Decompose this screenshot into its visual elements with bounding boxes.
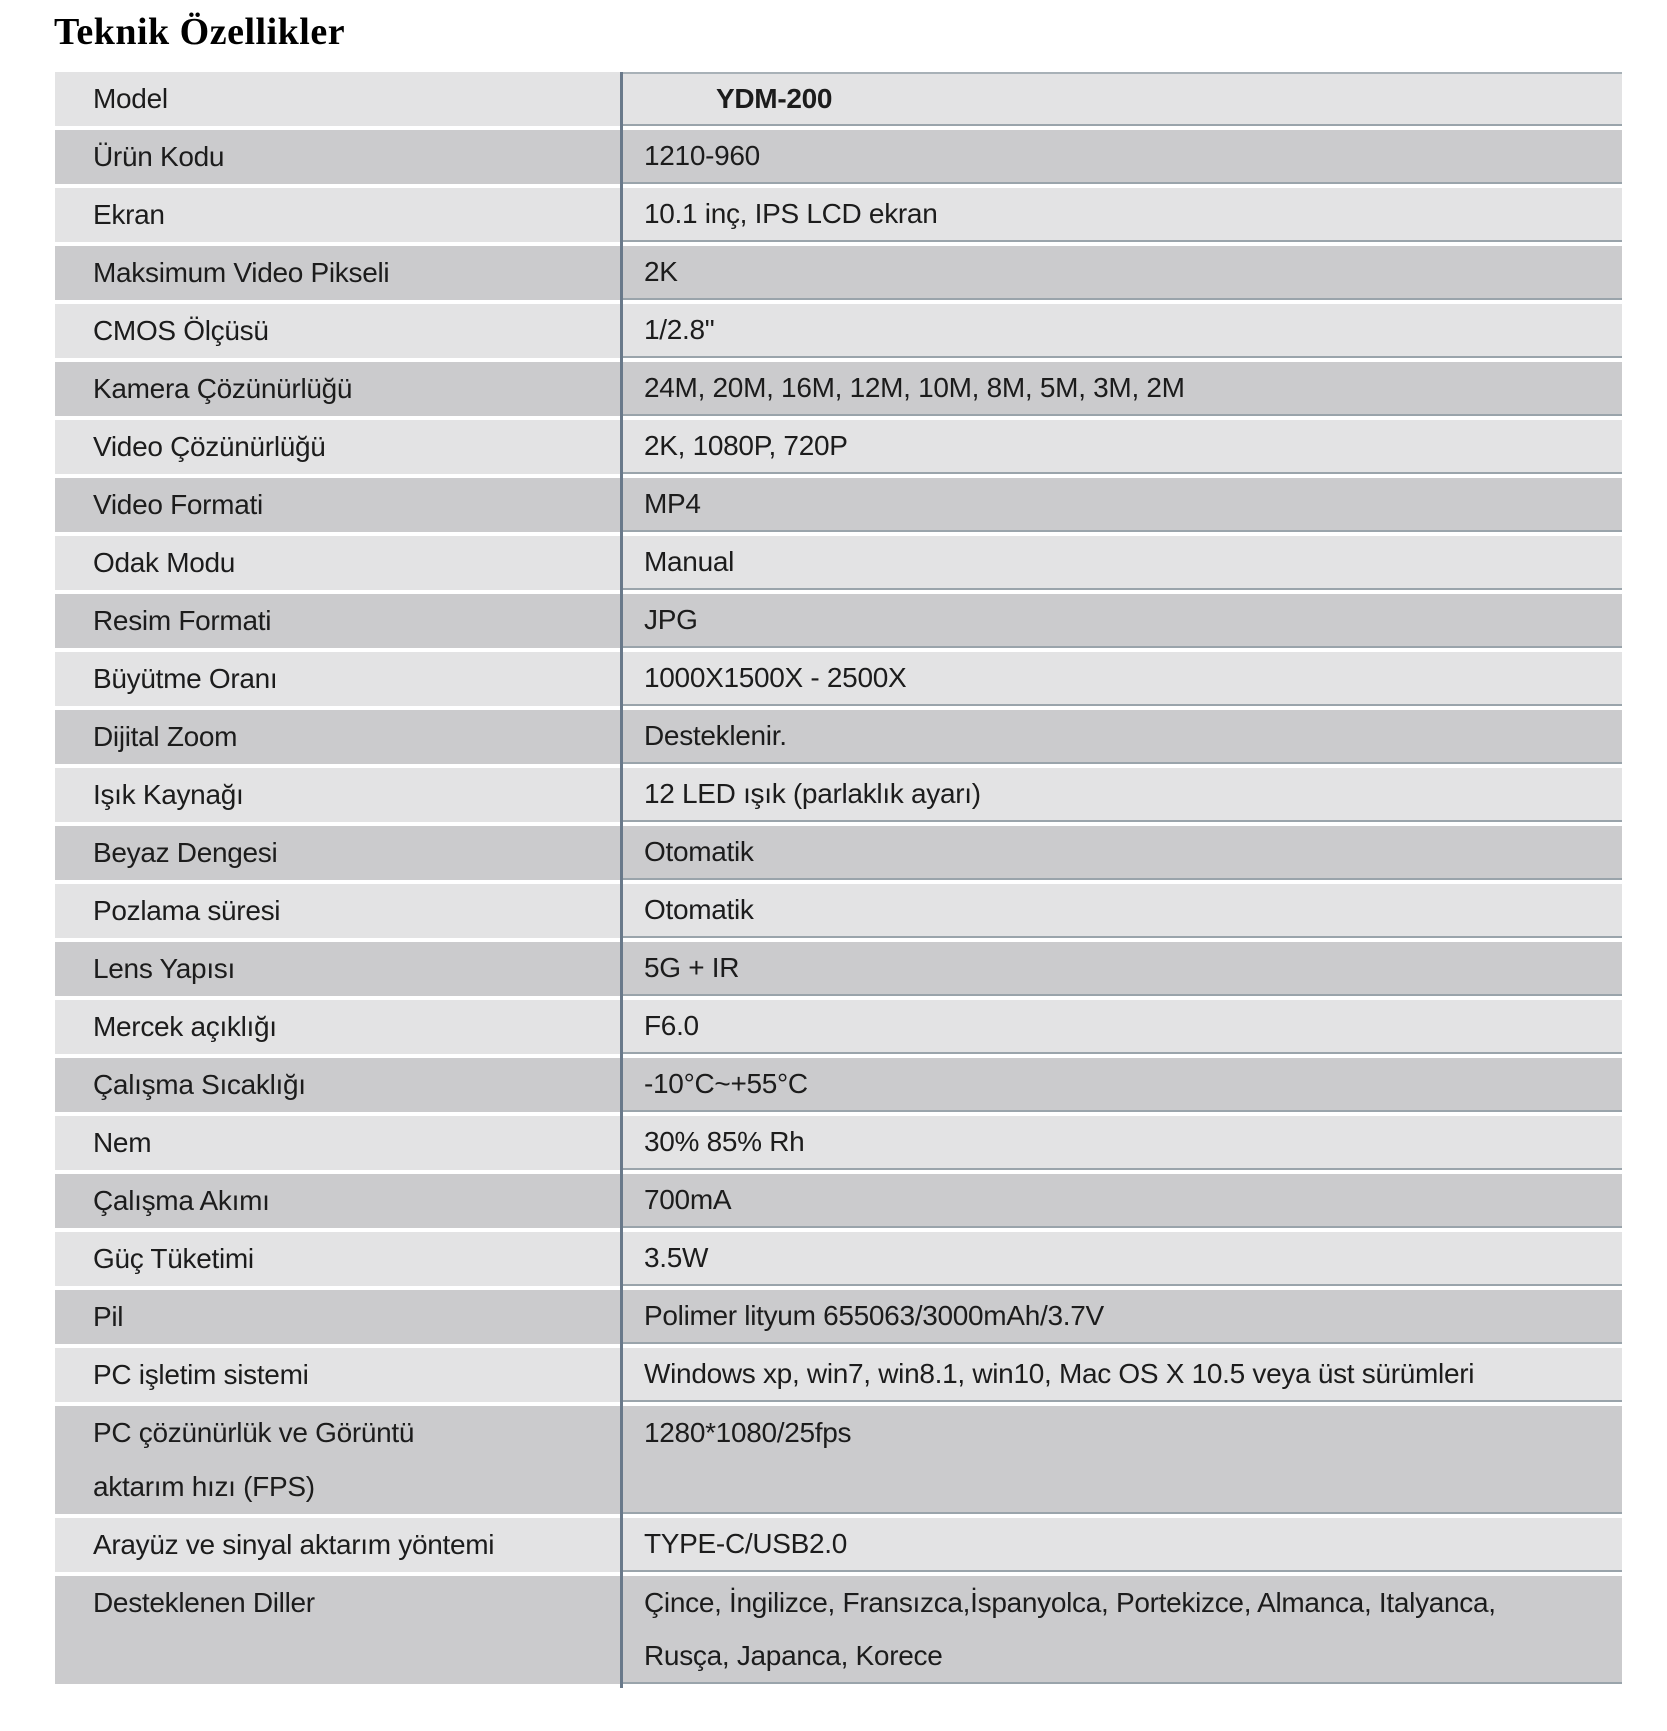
spec-value-text: TYPE-C/USB2.0 [644, 1528, 848, 1559]
spec-value-text: 2K [644, 256, 678, 287]
table-row [55, 1058, 1622, 1112]
table-row [55, 594, 1622, 648]
spec-label [55, 652, 620, 706]
spec-label-text: CMOS Ölçüsü [93, 315, 269, 346]
table-row [55, 1000, 1622, 1054]
table-row [55, 652, 1622, 706]
spec-label-text: Desteklenen Diller [93, 1587, 315, 1618]
spec-label-text: Büyütme Oranı [93, 663, 278, 694]
spec-label [55, 1290, 620, 1344]
spec-label [55, 1116, 620, 1170]
table-row [55, 1518, 1622, 1572]
spec-label [55, 1406, 620, 1514]
spec-label-text: Kamera Çözünürlüğü [93, 373, 353, 404]
table-row [55, 768, 1622, 822]
spec-label [55, 1576, 620, 1684]
spec-value-text: Polimer lityum 655063/3000mAh/3.7V [644, 1300, 1104, 1331]
spec-value [620, 362, 1622, 416]
spec-value-text: 1210-960 [644, 140, 760, 171]
spec-label-text: Güç Tüketimi [93, 1243, 254, 1274]
spec-label-text: Video Çözünürlüğü [93, 431, 326, 462]
spec-value [620, 1290, 1622, 1344]
page-title: Teknik Özellikler [54, 11, 346, 53]
table-row [55, 942, 1622, 996]
spec-value [620, 304, 1622, 358]
spec-label [55, 1000, 620, 1054]
spec-value-text: Çince, İngilizce, Fransızca,İspanyolca, Portekizce, Almanca, Italyanca, [644, 1586, 1496, 1618]
spec-label [55, 478, 620, 532]
spec-value [620, 942, 1622, 996]
spec-value-text: Rusça, Japanca, Korece [644, 1639, 943, 1671]
spec-label-text: Pozlama süresi [93, 895, 281, 926]
spec-label [55, 594, 620, 648]
spec-value-text: 1/2.8" [644, 314, 715, 345]
spec-label [55, 246, 620, 300]
table-row [55, 884, 1622, 938]
spec-label-text: Mercek açıklığı [93, 1011, 277, 1042]
spec-value-text: 12 LED ışık (parlaklık ayarı) [644, 778, 981, 809]
spec-value [620, 420, 1622, 474]
spec-value-text: -10°C~+55°C [644, 1068, 808, 1099]
spec-value-text: YDM-200 [716, 83, 833, 114]
spec-value-text: 1280*1080/25fps [644, 1417, 852, 1448]
table-row [55, 362, 1622, 416]
spec-label-text: Çalışma Sıcaklığı [93, 1069, 306, 1100]
spec-value [620, 1406, 1622, 1514]
spec-value [620, 594, 1622, 648]
spec-label [55, 1174, 620, 1228]
spec-label [55, 710, 620, 764]
spec-label-text: PC çözünürlük ve Görüntü [93, 1417, 415, 1448]
table-row [55, 1116, 1622, 1170]
table-row [55, 1406, 1622, 1514]
spec-value [620, 246, 1622, 300]
spec-value [620, 72, 1622, 126]
spec-label-text: Odak Modu [93, 547, 236, 578]
spec-label [55, 1348, 620, 1402]
table-row [55, 246, 1622, 300]
spec-label-text: Maksimum Video Pikseli [93, 257, 390, 288]
column-divider [620, 72, 623, 1688]
spec-label [55, 188, 620, 242]
spec-label-text: PC işletim sistemi [93, 1359, 309, 1390]
spec-label [55, 72, 620, 126]
spec-value-text: 3.5W [644, 1242, 709, 1273]
spec-label-text: Beyaz Dengesi [93, 837, 278, 868]
spec-value-text: 5G + IR [644, 952, 740, 983]
table-row [55, 710, 1622, 764]
spec-label [55, 826, 620, 880]
spec-label-text: Lens Yapısı [93, 953, 235, 984]
spec-label-text: Pil [93, 1301, 124, 1332]
spec-value-text: MP4 [644, 488, 701, 519]
table-row [55, 420, 1622, 474]
spec-value [620, 768, 1622, 822]
spec-value-text: F6.0 [644, 1010, 699, 1041]
spec-value-text: 1000X1500X - 2500X [644, 662, 907, 693]
spec-label [55, 768, 620, 822]
spec-value-text: Manual [644, 546, 735, 577]
spec-label-text: Video Formati [93, 489, 263, 520]
spec-value-text: 30% 85% Rh [644, 1126, 805, 1157]
spec-value [620, 1174, 1622, 1228]
spec-label-text: Çalışma Akımı [93, 1185, 270, 1216]
spec-label-text: aktarım hızı (FPS) [93, 1471, 315, 1502]
spec-value-text: Desteklenir. [644, 720, 787, 751]
spec-value [620, 1348, 1622, 1402]
spec-value [620, 710, 1622, 764]
spec-label [55, 1232, 620, 1286]
spec-label [55, 1058, 620, 1112]
table-row [55, 188, 1622, 242]
spec-value [620, 1576, 1622, 1684]
spec-value [620, 536, 1622, 590]
spec-value [620, 652, 1622, 706]
spec-value-text: 24M, 20M, 16M, 12M, 10M, 8M, 5M, 3M, 2M [644, 372, 1185, 403]
table-row [55, 304, 1622, 358]
spec-value [620, 826, 1622, 880]
spec-value-text: JPG [644, 604, 698, 635]
spec-label-text: Arayüz ve sinyal aktarım yöntemi [93, 1529, 495, 1560]
spec-label [55, 1518, 620, 1572]
spec-value-text: Otomatik [644, 836, 754, 867]
spec-value [620, 478, 1622, 532]
table-row [55, 1348, 1622, 1402]
spec-label [55, 304, 620, 358]
spec-label [55, 130, 620, 184]
spec-label-text: Dijital Zoom [93, 721, 238, 752]
table-row [55, 1576, 1622, 1684]
spec-value-text: Windows xp, win7, win8.1, win10, Mac OS X 10.5 veya üst sürümleri [644, 1358, 1475, 1389]
table-row [55, 72, 1622, 126]
table-row [55, 1174, 1622, 1228]
spec-value [620, 1116, 1622, 1170]
spec-value [620, 1518, 1622, 1572]
spec-value-text: Otomatik [644, 894, 754, 925]
table-row [55, 478, 1622, 532]
table-row [55, 130, 1622, 184]
spec-value [620, 884, 1622, 938]
spec-label-text: Ekran [93, 199, 165, 230]
spec-value [620, 1232, 1622, 1286]
spec-label-text: Model [93, 83, 168, 114]
table-row [55, 1232, 1622, 1286]
spec-value [620, 188, 1622, 242]
spec-label-text: Ürün Kodu [93, 141, 225, 172]
table-row [55, 536, 1622, 590]
spec-value-text: 2K, 1080P, 720P [644, 430, 848, 461]
spec-label [55, 884, 620, 938]
spec-value-text: 10.1 inç, IPS LCD ekran [644, 198, 938, 229]
spec-label-text: Resim Formati [93, 605, 272, 636]
spec-value [620, 130, 1622, 184]
table-row [55, 1290, 1622, 1344]
spec-value [620, 1058, 1622, 1112]
spec-label [55, 420, 620, 474]
spec-label [55, 536, 620, 590]
spec-label [55, 942, 620, 996]
spec-value [620, 1000, 1622, 1054]
spec-table [55, 72, 1622, 1688]
spec-label-text: Nem [93, 1127, 152, 1158]
spec-label-text: Işık Kaynağı [93, 779, 244, 810]
table-row [55, 826, 1622, 880]
spec-value-text: 700mA [644, 1184, 732, 1215]
spec-label [55, 362, 620, 416]
